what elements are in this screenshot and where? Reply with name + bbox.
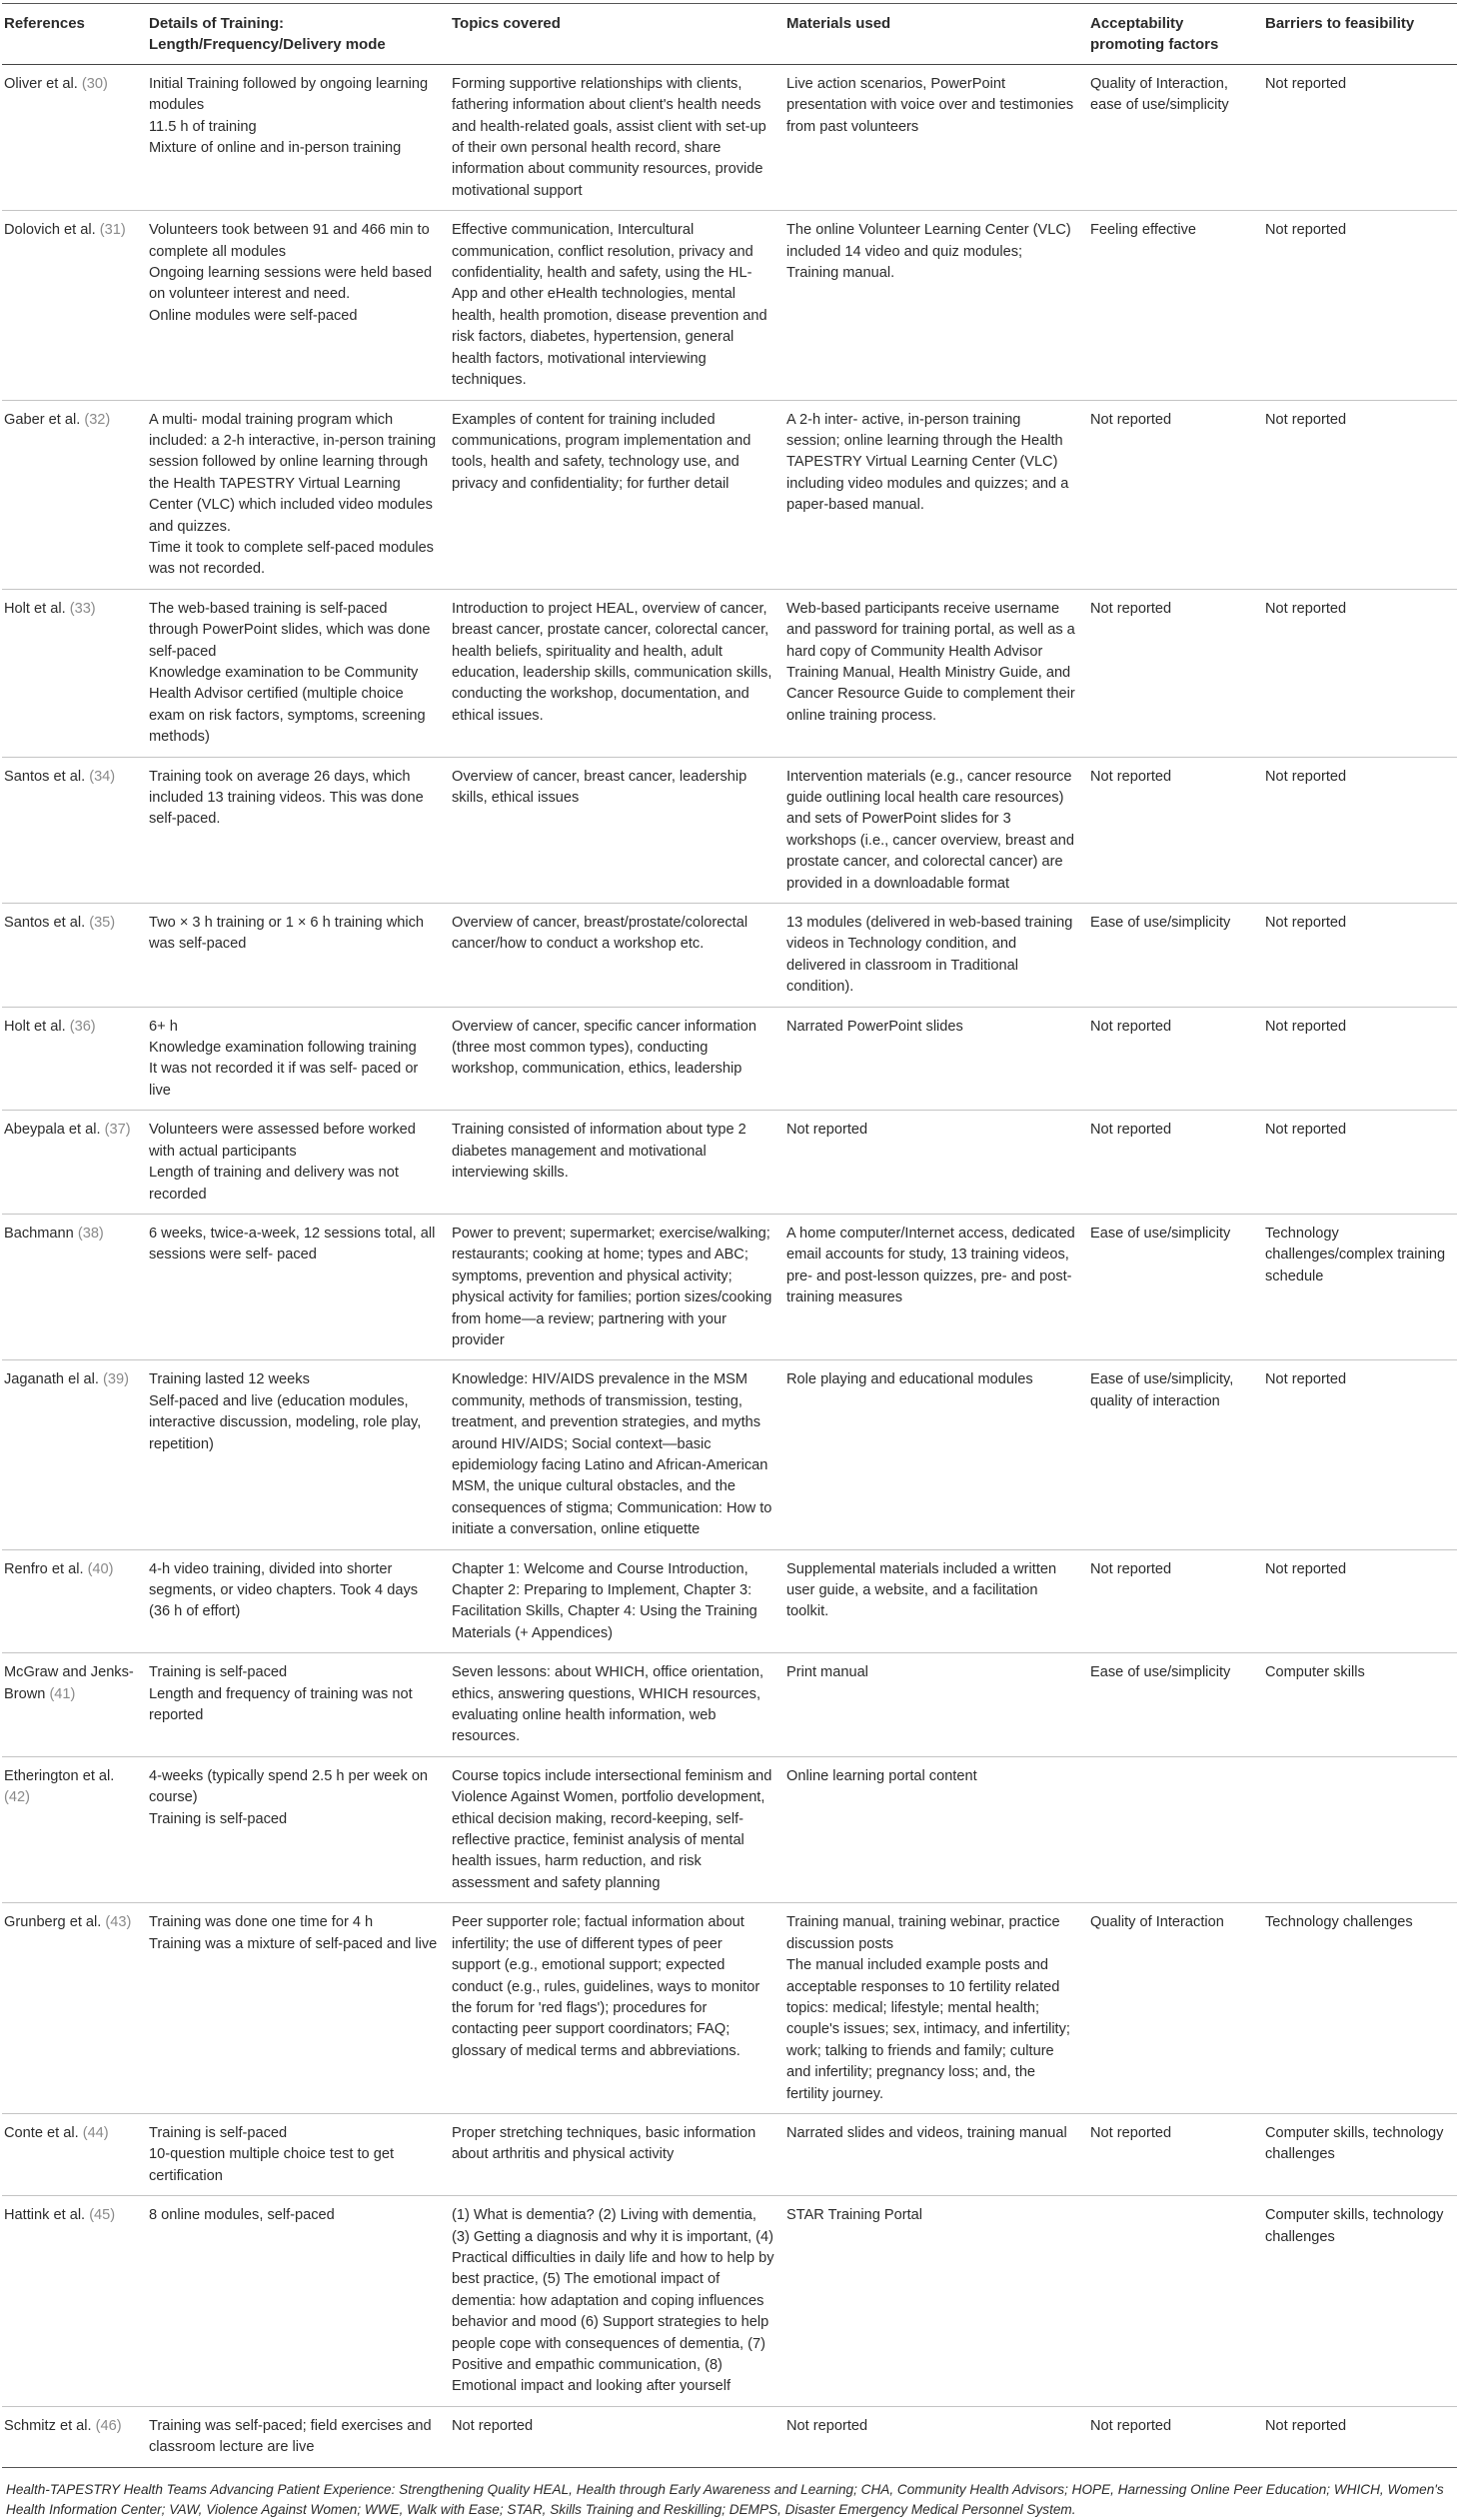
topics-cell: Overview of cancer, breast cancer, leadership skills, ethical issues	[450, 757, 784, 903]
materials-cell: Narrated slides and videos, training manual	[784, 2113, 1088, 2195]
acceptability-cell: Ease of use/simplicity	[1088, 1214, 1263, 1359]
acceptability-cell: Not reported	[1088, 1007, 1263, 1111]
table-row	[2, 1111, 1457, 1215]
column-header-topics: Topics covered	[450, 4, 784, 65]
table-row	[2, 1903, 1457, 2114]
reference-author: Renfro et al.	[4, 1560, 84, 1577]
acceptability-cell: Ease of use/simplicity	[1088, 1653, 1263, 1757]
reference-author: Hattink et al.	[4, 2207, 86, 2224]
details-cell: 4-weeks (typically spend 2.5 h per week on course) Training is self-paced	[147, 1756, 450, 1902]
topics-cell: Peer supporter role; factual information about infertility; the use of different types of peer support (e.g., emotional support; expected conduct (e.g., rules, guidelines, ways to monitor the forum for 'red flags'); procedures for contacting peer support coordinators; FAQ; glossary of medical terms and abbreviations.	[450, 1903, 784, 2114]
acceptability-cell: Ease of use/simplicity	[1088, 904, 1263, 1008]
acceptability-cell: Not reported	[1088, 1111, 1263, 1215]
topics-cell: Forming supportive relationships with clients, fathering information about client's health needs and health-related goals, assist client with set-up of their own personal health record, share information about community resources, provide motivational support	[450, 64, 784, 210]
topics-cell: Seven lessons: about WHICH, office orientation, ethics, answering questions, WHICH resources, evaluating online health information, web resources.	[450, 1653, 784, 1757]
reference-author: McGraw and Jenks-Brown	[4, 1664, 134, 1702]
reference-cell	[2, 2196, 147, 2407]
acceptability-cell: Not reported	[1088, 589, 1263, 757]
details-cell: Volunteers were assessed before worked with actual participants Length of training and delivery was not recorded	[147, 1111, 450, 1215]
topics-cell: Knowledge: HIV/AIDS prevalence in the MSM community, methods of transmission, testing, treatment, and prevention strategies, and myths around HIV/AIDS; Social context—basic epidemiology facing Latino and African-American MSM, the unique cultural obstacles, and the consequences of stigma; Communication: How to initiate a conversation, online etiquette	[450, 1360, 784, 1549]
materials-cell: Web-based participants receive username and password for training portal, as well as a hard copy of Community Health Advisor Training Manual, Health Ministry Guide, and Cancer Resource Guide to complement their online training process.	[784, 589, 1088, 757]
acceptability-cell: Ease of use/simplicity, quality of interaction	[1088, 1360, 1263, 1549]
details-cell: 4-h video training, divided into shorter segments, or video chapters. Took 4 days (36 h of effort)	[147, 1549, 450, 1653]
reference-number: (31)	[99, 222, 126, 239]
reference-number: (45)	[89, 2207, 116, 2224]
training-table	[2, 3, 1457, 2468]
topics-cell: Overview of cancer, specific cancer information (three most common types), conducting workshop, communication, ethics, leadership	[450, 1007, 784, 1111]
topics-cell: Examples of content for training included communications, program implementation and tools, health and safety, technology use, and privacy and confidentiality; for further detail	[450, 400, 784, 589]
details-cell: Two × 3 h training or 1 × 6 h training which was self-paced	[147, 904, 450, 1008]
materials-cell: Print manual	[784, 1653, 1088, 1757]
reference-number: (34)	[89, 768, 116, 785]
reference-number: (37)	[104, 1122, 131, 1139]
details-cell: 8 online modules, self-paced	[147, 2196, 450, 2407]
materials-cell: Online learning portal content	[784, 1756, 1088, 1902]
barriers-cell: Not reported	[1263, 757, 1457, 903]
details-cell: 6+ h Knowledge examination following training It was not recorded it if was self- paced or live	[147, 1007, 450, 1111]
topics-cell: Course topics include intersectional feminism and Violence Against Women, portfolio development, ethical decision making, record-keeping, self-reflective practice, feminist analysis of mental health issues, harm reduction, and risk assessment and safety planning	[450, 1756, 784, 1902]
acceptability-cell: Not reported	[1088, 400, 1263, 589]
reference-number: (35)	[89, 915, 116, 932]
details-cell: Training was done one time for 4 h Training was a mixture of self-paced and live	[147, 1903, 450, 2114]
topics-cell: Power to prevent; supermarket; exercise/walking; restaurants; cooking at home; types and ABC; symptoms, prevention and physical activity; physical activity for families; portion sizes/cooking from home—a review; partnering with your provider	[450, 1214, 784, 1359]
reference-author: Etherington et al.	[4, 1767, 115, 1784]
barriers-cell: Technology challenges/complex training schedule	[1263, 1214, 1457, 1359]
table-header-row	[2, 4, 1457, 65]
column-header-materials: Materials used	[784, 4, 1088, 65]
materials-cell: Training manual, training webinar, practice discussion posts The manual included example posts and acceptable responses to 10 fertility related topics: medical; lifestyle; mental health; couple's issues; sex, intimacy, and infertility; work; talking to friends and family; culture and infertility; pregnancy loss; and, the fertility journey.	[784, 1903, 1088, 2114]
table-row	[2, 1549, 1457, 1653]
materials-cell: Intervention materials (e.g., cancer resource guide outlining local health care resources) and sets of PowerPoint slides for 3 workshops (i.e., cancer overview, breast and prostate cancer, and colorectal cancer) are provided in a downloadable format	[784, 757, 1088, 903]
barriers-cell: Not reported	[1263, 589, 1457, 757]
topics-cell: Effective communication, Intercultural communication, conflict resolution, privacy and confidentiality, health and safety, using the HL-App and other eHealth technologies, mental health, health promotion, disease prevention and risk factors, diabetes, hypertension, general health factors, motivational interviewing techniques.	[450, 211, 784, 400]
acceptability-cell: Quality of Interaction, ease of use/simplicity	[1088, 64, 1263, 210]
column-header-details: Details of Training: Length/Frequency/Delivery mode	[147, 4, 450, 65]
materials-cell: Supplemental materials included a written user guide, a website, and a facilitation toolkit.	[784, 1549, 1088, 1653]
topics-cell: Introduction to project HEAL, overview of cancer, breast cancer, prostate cancer, colorectal cancer, health beliefs, spirituality and health, adult education, leadership skills, communication skills, conducting the workshop, documentation, and ethical issues.	[450, 589, 784, 757]
reference-author: Gaber et al.	[4, 411, 81, 428]
details-cell: 6 weeks, twice-a-week, 12 sessions total, all sessions were self- paced	[147, 1214, 450, 1359]
reference-author: Holt et al.	[4, 1018, 66, 1035]
materials-cell: A 2-h inter- active, in-person training session; online learning through the Health TAPESTRY Virtual Learning Center (VLC) including video modules and quizzes; and a paper-based manual.	[784, 400, 1088, 589]
reference-number: (41)	[49, 1685, 76, 1702]
barriers-cell: Not reported	[1263, 64, 1457, 210]
reference-cell	[2, 2406, 147, 2467]
reference-author: Bachmann	[4, 1225, 74, 1242]
reference-cell	[2, 1007, 147, 1111]
barriers-cell: Computer skills	[1263, 1653, 1457, 1757]
details-cell: The web-based training is self-paced through PowerPoint slides, which was done self-paced Knowledge examination to be Community Health Advisor certified (multiple choice exam on risk factors, symptoms, screening methods)	[147, 589, 450, 757]
materials-cell: Role playing and educational modules	[784, 1360, 1088, 1549]
details-cell: A multi- modal training program which included: a 2-h interactive, in-person training session followed by online learning through the Health TAPESTRY Virtual Learning Center (VLC) which included video modules and quizzes. Time it took to complete self-paced modules was not recorded.	[147, 400, 450, 589]
table-row	[2, 757, 1457, 903]
table-row	[2, 1007, 1457, 1111]
topics-cell: Overview of cancer, breast/prostate/colorectal cancer/how to conduct a workshop etc.	[450, 904, 784, 1008]
table-row	[2, 2406, 1457, 2467]
table-row	[2, 589, 1457, 757]
topics-cell: (1) What is dementia? (2) Living with dementia, (3) Getting a diagnosis and why it is important, (4) Practical difficulties in daily life and how to help by best practice, (5) The emotional impact of dementia: how adaptation and coping influences behavior and mood (6) Support strategies to help people cope with consequences of dementia, (7) Positive and empathic communication, (8) Emotional impact and looking after yourself	[450, 2196, 784, 2407]
reference-cell	[2, 1111, 147, 1215]
table-row	[2, 1653, 1457, 1757]
topics-cell: Not reported	[450, 2406, 784, 2467]
reference-number: (44)	[82, 2124, 109, 2141]
reference-cell	[2, 1653, 147, 1757]
table-row	[2, 904, 1457, 1008]
reference-cell	[2, 211, 147, 400]
reference-cell	[2, 400, 147, 589]
topics-cell: Proper stretching techniques, basic information about arthritis and physical activity	[450, 2113, 784, 2195]
barriers-cell: Not reported	[1263, 1360, 1457, 1549]
materials-cell: Live action scenarios, PowerPoint presentation with voice over and testimonies from past volunteers	[784, 64, 1088, 210]
materials-cell: A home computer/Internet access, dedicated email accounts for study, 13 training videos, pre- and post-lesson quizzes, pre- and post-training measures	[784, 1214, 1088, 1359]
acceptability-cell: Not reported	[1088, 2113, 1263, 2195]
barriers-cell	[1263, 1756, 1457, 1902]
reference-author: Holt et al.	[4, 600, 66, 617]
barriers-cell: Not reported	[1263, 211, 1457, 400]
barriers-cell: Not reported	[1263, 1007, 1457, 1111]
details-cell: Training is self-paced 10-question multiple choice test to get certification	[147, 2113, 450, 2195]
barriers-cell: Computer skills, technology challenges	[1263, 2113, 1457, 2195]
reference-cell	[2, 1903, 147, 2114]
reference-number: (42)	[4, 1789, 30, 1806]
materials-cell: Not reported	[784, 1111, 1088, 1215]
table-footnote: Health-TAPESTRY Health Teams Advancing Patient Experience: Strengthening Quality HEAL, Health through Early Awareness and Learning; CHA, Community Health Advisors; HOPE, Harnessing Online Peer Education; WHICH, Women's Health Information Center; VAW, Violence Against Women; WWE, Walk with Ease; STAR, Skills Training and Reskilling; DEMPS, Disaster Emergency Medical Personnel System.	[6, 2481, 1444, 2517]
acceptability-cell: Not reported	[1088, 1549, 1263, 1653]
reference-number: (36)	[69, 1018, 96, 1035]
topics-cell: Chapter 1: Welcome and Course Introduction, Chapter 2: Preparing to Implement, Chapter 3: Facilitation Skills, Chapter 4: Using the Training Materials (+ Appendices)	[450, 1549, 784, 1653]
reference-author: Abeypala et al.	[4, 1122, 101, 1139]
reference-cell	[2, 1214, 147, 1359]
acceptability-cell: Feeling effective	[1088, 211, 1263, 400]
details-cell: Training is self-paced Length and frequency of training was not reported	[147, 1653, 450, 1757]
table-body	[2, 64, 1457, 2467]
table-row	[2, 64, 1457, 210]
reference-number: (38)	[77, 1225, 104, 1242]
barriers-cell: Technology challenges	[1263, 1903, 1457, 2114]
reference-author: Grunberg et al.	[4, 1914, 102, 1931]
reference-cell	[2, 1549, 147, 1653]
materials-cell: Not reported	[784, 2406, 1088, 2467]
reference-cell	[2, 64, 147, 210]
details-cell: Training was self-paced; field exercises and classroom lecture are live	[147, 2406, 450, 2467]
materials-cell: 13 modules (delivered in web-based training videos in Technology condition, and delivered in classroom in Traditional condition).	[784, 904, 1088, 1008]
reference-number: (32)	[84, 411, 111, 428]
reference-author: Jaganath el al.	[4, 1371, 99, 1388]
barriers-cell: Not reported	[1263, 1111, 1457, 1215]
table-row	[2, 1756, 1457, 1902]
table-row	[2, 211, 1457, 400]
reference-author: Dolovich et al.	[4, 222, 96, 239]
materials-cell: STAR Training Portal	[784, 2196, 1088, 2407]
column-header-references: References	[2, 4, 147, 65]
reference-author: Oliver et al.	[4, 75, 78, 92]
reference-author: Conte et al.	[4, 2124, 79, 2141]
reference-author: Santos et al.	[4, 915, 86, 932]
table-row	[2, 2196, 1457, 2407]
barriers-cell: Not reported	[1263, 400, 1457, 589]
acceptability-cell	[1088, 2196, 1263, 2407]
reference-author: Schmitz et al.	[4, 2417, 92, 2434]
reference-number: (40)	[87, 1560, 114, 1577]
barriers-cell: Computer skills, technology challenges	[1263, 2196, 1457, 2407]
column-header-barriers: Barriers to feasibility	[1263, 4, 1457, 65]
table-row	[2, 2113, 1457, 2195]
reference-cell	[2, 1360, 147, 1549]
reference-cell	[2, 2113, 147, 2195]
reference-cell	[2, 904, 147, 1008]
acceptability-cell: Quality of Interaction	[1088, 1903, 1263, 2114]
table-row	[2, 1214, 1457, 1359]
reference-number: (33)	[69, 600, 96, 617]
details-cell: Training lasted 12 weeks Self-paced and live (education modules, interactive discussion, modeling, role play, repetition)	[147, 1360, 450, 1549]
acceptability-cell: Not reported	[1088, 757, 1263, 903]
acceptability-cell: Not reported	[1088, 2406, 1263, 2467]
barriers-cell: Not reported	[1263, 1549, 1457, 1653]
barriers-cell: Not reported	[1263, 904, 1457, 1008]
barriers-cell: Not reported	[1263, 2406, 1457, 2467]
details-cell: Initial Training followed by ongoing learning modules 11.5 h of training Mixture of online and in-person training	[147, 64, 450, 210]
reference-cell	[2, 1756, 147, 1902]
topics-cell: Training consisted of information about type 2 diabetes management and motivational interviewing skills.	[450, 1111, 784, 1215]
reference-number: (39)	[103, 1371, 129, 1388]
reference-number: (43)	[105, 1914, 132, 1931]
acceptability-cell	[1088, 1756, 1263, 1902]
column-header-acceptability: Acceptability promoting factors	[1088, 4, 1263, 65]
reference-cell	[2, 757, 147, 903]
details-cell: Training took on average 26 days, which included 13 training videos. This was done self-paced.	[147, 757, 450, 903]
reference-number: (30)	[81, 75, 108, 92]
reference-number: (46)	[95, 2417, 122, 2434]
reference-author: Santos et al.	[4, 768, 86, 785]
materials-cell: The online Volunteer Learning Center (VLC) included 14 video and quiz modules; Training manual.	[784, 211, 1088, 400]
materials-cell: Narrated PowerPoint slides	[784, 1007, 1088, 1111]
table-row	[2, 1360, 1457, 1549]
table-row	[2, 400, 1457, 589]
details-cell: Volunteers took between 91 and 466 min to complete all modules Ongoing learning sessions were held based on volunteer interest and need. Online modules were self-paced	[147, 211, 450, 400]
reference-cell	[2, 589, 147, 757]
